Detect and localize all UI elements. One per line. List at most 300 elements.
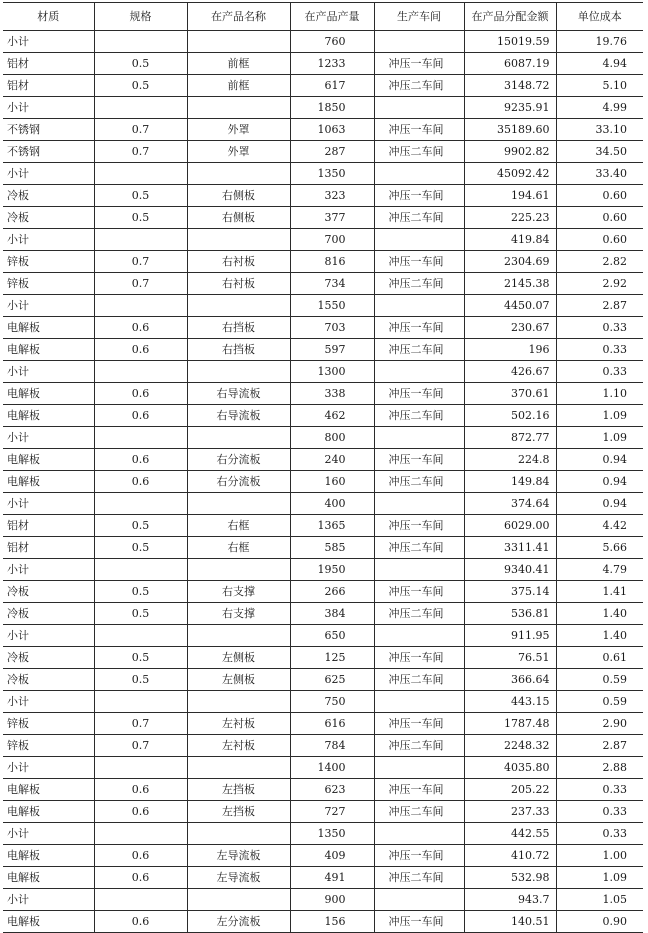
cell-quantity: 625 (290, 669, 374, 691)
subtotal-row (3, 559, 643, 581)
cell-unit-cost: 1.09 (556, 427, 643, 449)
cell-allocated-amount: 3311.41 (464, 537, 556, 559)
cell-allocated-amount: 536.81 (464, 603, 556, 625)
cell-material: 锌板 (3, 273, 94, 295)
cell-material: 铝材 (3, 75, 94, 97)
cell-material: 小计 (3, 691, 94, 713)
cell-product-name: 右导流板 (187, 383, 290, 405)
cell-allocated-amount: 9235.91 (464, 97, 556, 119)
cell-material: 铝材 (3, 537, 94, 559)
subtotal-row (3, 229, 643, 251)
cell-allocated-amount: 2248.32 (464, 735, 556, 757)
table-row (3, 735, 643, 757)
table-row (3, 339, 643, 361)
cell-workshop: 冲压一车间 (374, 779, 464, 801)
cell-spec: 0.6 (94, 845, 187, 867)
cell-spec (94, 559, 187, 581)
cell-workshop: 冲压一车间 (374, 911, 464, 933)
cell-workshop (374, 691, 464, 713)
cell-quantity: 1063 (290, 119, 374, 141)
cell-unit-cost: 33.40 (556, 163, 643, 185)
cell-product-name: 前框 (187, 53, 290, 75)
table-row (3, 471, 643, 493)
cell-unit-cost: 0.33 (556, 361, 643, 383)
cell-spec (94, 295, 187, 317)
cell-material: 电解板 (3, 405, 94, 427)
cell-spec: 0.5 (94, 75, 187, 97)
cell-quantity: 384 (290, 603, 374, 625)
cell-workshop (374, 757, 464, 779)
cell-unit-cost: 1.41 (556, 581, 643, 603)
cell-quantity: 734 (290, 273, 374, 295)
cell-material: 锌板 (3, 251, 94, 273)
cell-allocated-amount: 443.15 (464, 691, 556, 713)
subtotal-row (3, 691, 643, 713)
cell-spec: 0.5 (94, 581, 187, 603)
cell-product-name (187, 229, 290, 251)
cell-material: 小计 (3, 823, 94, 845)
cell-allocated-amount: 224.8 (464, 449, 556, 471)
cell-quantity: 1300 (290, 361, 374, 383)
cell-workshop (374, 229, 464, 251)
cell-workshop: 冲压二车间 (374, 735, 464, 757)
cell-quantity: 617 (290, 75, 374, 97)
cell-product-name: 右侧板 (187, 207, 290, 229)
table-row (3, 405, 643, 427)
cell-spec: 0.5 (94, 185, 187, 207)
cell-material: 不锈钢 (3, 119, 94, 141)
cell-material: 冷板 (3, 669, 94, 691)
cell-unit-cost: 1.40 (556, 625, 643, 647)
wip-cost-allocation-table (3, 2, 643, 933)
cell-spec: 0.6 (94, 911, 187, 933)
cell-workshop: 冲压二车间 (374, 801, 464, 823)
table-row (3, 581, 643, 603)
cell-material: 冷板 (3, 647, 94, 669)
subtotal-row (3, 295, 643, 317)
cell-product-name: 右分流板 (187, 449, 290, 471)
cell-product-name: 右衬板 (187, 251, 290, 273)
cell-unit-cost: 2.87 (556, 735, 643, 757)
cell-unit-cost: 1.09 (556, 867, 643, 889)
cell-allocated-amount: 426.67 (464, 361, 556, 383)
cell-product-name: 右衬板 (187, 273, 290, 295)
cell-spec: 0.7 (94, 273, 187, 295)
cell-spec (94, 493, 187, 515)
table-row (3, 53, 643, 75)
cell-quantity: 1950 (290, 559, 374, 581)
table-row (3, 273, 643, 295)
cell-product-name: 右框 (187, 515, 290, 537)
table-row (3, 713, 643, 735)
cell-product-name: 右支撑 (187, 603, 290, 625)
cell-material: 电解板 (3, 845, 94, 867)
cell-workshop (374, 295, 464, 317)
cell-unit-cost: 0.33 (556, 801, 643, 823)
cell-quantity: 1350 (290, 823, 374, 845)
cell-product-name: 外罩 (187, 119, 290, 141)
cell-product-name (187, 493, 290, 515)
table-row (3, 911, 643, 933)
cell-product-name (187, 427, 290, 449)
cell-product-name: 右分流板 (187, 471, 290, 493)
cell-quantity: 240 (290, 449, 374, 471)
cell-material: 锌板 (3, 735, 94, 757)
cell-workshop (374, 493, 464, 515)
cell-spec: 0.5 (94, 207, 187, 229)
header-material: 材质 (3, 3, 94, 31)
cell-unit-cost: 0.94 (556, 493, 643, 515)
header-spec: 规格 (94, 3, 187, 31)
cell-spec: 0.6 (94, 801, 187, 823)
cell-material: 电解板 (3, 779, 94, 801)
table-header (3, 3, 643, 31)
cell-workshop: 冲压一车间 (374, 845, 464, 867)
cell-workshop: 冲压一车间 (374, 317, 464, 339)
cell-material: 电解板 (3, 339, 94, 361)
cell-spec: 0.6 (94, 779, 187, 801)
cell-allocated-amount: 2145.38 (464, 273, 556, 295)
cell-workshop: 冲压二车间 (374, 867, 464, 889)
cell-spec (94, 97, 187, 119)
cell-product-name (187, 823, 290, 845)
cell-product-name (187, 163, 290, 185)
header-unit-cost: 单位成本 (556, 3, 643, 31)
cell-workshop (374, 163, 464, 185)
cell-unit-cost: 2.82 (556, 251, 643, 273)
cell-unit-cost: 4.94 (556, 53, 643, 75)
cell-material: 小计 (3, 559, 94, 581)
cell-quantity: 1365 (290, 515, 374, 537)
cell-spec (94, 163, 187, 185)
cell-allocated-amount: 872.77 (464, 427, 556, 449)
cell-workshop: 冲压二车间 (374, 339, 464, 361)
cell-quantity: 727 (290, 801, 374, 823)
subtotal-row (3, 163, 643, 185)
cell-unit-cost: 19.76 (556, 31, 643, 53)
header-quantity: 在产品产量 (290, 3, 374, 31)
cell-material: 小计 (3, 427, 94, 449)
cell-workshop: 冲压二车间 (374, 603, 464, 625)
cell-quantity: 900 (290, 889, 374, 911)
table-row (3, 801, 643, 823)
cell-allocated-amount: 3148.72 (464, 75, 556, 97)
cell-material: 小计 (3, 493, 94, 515)
cell-product-name (187, 31, 290, 53)
cell-allocated-amount: 15019.59 (464, 31, 556, 53)
subtotal-row (3, 361, 643, 383)
cell-allocated-amount: 2304.69 (464, 251, 556, 273)
cell-spec (94, 757, 187, 779)
cell-material: 不锈钢 (3, 141, 94, 163)
cell-unit-cost: 0.94 (556, 471, 643, 493)
cell-quantity: 462 (290, 405, 374, 427)
subtotal-row (3, 823, 643, 845)
cell-product-name: 右侧板 (187, 185, 290, 207)
table-row (3, 207, 643, 229)
subtotal-row (3, 427, 643, 449)
cell-product-name (187, 295, 290, 317)
cell-spec (94, 691, 187, 713)
cell-material: 小计 (3, 889, 94, 911)
table-row (3, 537, 643, 559)
cell-spec: 0.6 (94, 471, 187, 493)
cell-quantity: 338 (290, 383, 374, 405)
cost-table-container (3, 2, 643, 933)
table-row (3, 515, 643, 537)
cell-spec: 0.7 (94, 251, 187, 273)
cell-quantity: 703 (290, 317, 374, 339)
cell-product-name: 右支撑 (187, 581, 290, 603)
cell-spec (94, 823, 187, 845)
cell-workshop: 冲压一车间 (374, 185, 464, 207)
cell-product-name: 左侧板 (187, 647, 290, 669)
table-row (3, 845, 643, 867)
cell-workshop (374, 889, 464, 911)
cell-allocated-amount: 35189.60 (464, 119, 556, 141)
cell-quantity: 700 (290, 229, 374, 251)
cell-unit-cost: 4.99 (556, 97, 643, 119)
header-product-name: 在产品名称 (187, 3, 290, 31)
cell-allocated-amount: 149.84 (464, 471, 556, 493)
cell-quantity: 266 (290, 581, 374, 603)
cell-workshop: 冲压一车间 (374, 647, 464, 669)
cell-workshop (374, 823, 464, 845)
cell-quantity: 760 (290, 31, 374, 53)
cell-material: 小计 (3, 97, 94, 119)
cell-product-name (187, 97, 290, 119)
cell-workshop: 冲压二车间 (374, 471, 464, 493)
cell-spec (94, 229, 187, 251)
cell-spec: 0.7 (94, 141, 187, 163)
cell-unit-cost: 2.88 (556, 757, 643, 779)
cell-spec: 0.6 (94, 867, 187, 889)
cell-unit-cost: 2.90 (556, 713, 643, 735)
cell-unit-cost: 0.33 (556, 317, 643, 339)
cell-allocated-amount: 410.72 (464, 845, 556, 867)
cell-quantity: 800 (290, 427, 374, 449)
cell-workshop (374, 97, 464, 119)
cell-workshop: 冲压二车间 (374, 537, 464, 559)
cell-unit-cost: 0.33 (556, 823, 643, 845)
cell-product-name (187, 757, 290, 779)
cell-product-name: 右挡板 (187, 317, 290, 339)
cell-allocated-amount: 76.51 (464, 647, 556, 669)
cell-material: 小计 (3, 625, 94, 647)
cell-allocated-amount: 4035.80 (464, 757, 556, 779)
cell-unit-cost: 2.87 (556, 295, 643, 317)
cell-unit-cost: 0.59 (556, 669, 643, 691)
cell-spec: 0.7 (94, 735, 187, 757)
cell-spec (94, 31, 187, 53)
table-row (3, 779, 643, 801)
cell-allocated-amount: 140.51 (464, 911, 556, 933)
cell-allocated-amount: 237.33 (464, 801, 556, 823)
cell-material: 冷板 (3, 207, 94, 229)
subtotal-row (3, 493, 643, 515)
cell-quantity: 160 (290, 471, 374, 493)
cell-material: 电解板 (3, 317, 94, 339)
cell-spec: 0.6 (94, 317, 187, 339)
header-row (3, 3, 643, 31)
cell-allocated-amount: 366.64 (464, 669, 556, 691)
cell-material: 冷板 (3, 581, 94, 603)
cell-allocated-amount: 6087.19 (464, 53, 556, 75)
cell-workshop (374, 625, 464, 647)
header-workshop: 生产车间 (374, 3, 464, 31)
cell-spec (94, 361, 187, 383)
cell-material: 铝材 (3, 515, 94, 537)
cell-allocated-amount: 205.22 (464, 779, 556, 801)
cell-quantity: 287 (290, 141, 374, 163)
subtotal-row (3, 757, 643, 779)
cell-unit-cost: 0.60 (556, 229, 643, 251)
cell-unit-cost: 0.60 (556, 207, 643, 229)
cell-product-name (187, 691, 290, 713)
cell-unit-cost: 0.61 (556, 647, 643, 669)
cell-material: 小计 (3, 361, 94, 383)
cell-quantity: 623 (290, 779, 374, 801)
cell-product-name: 右挡板 (187, 339, 290, 361)
cell-workshop: 冲压二车间 (374, 75, 464, 97)
cell-allocated-amount: 196 (464, 339, 556, 361)
cell-spec: 0.5 (94, 537, 187, 559)
cell-unit-cost: 2.92 (556, 273, 643, 295)
cell-spec: 0.6 (94, 383, 187, 405)
cell-unit-cost: 1.00 (556, 845, 643, 867)
cell-quantity: 323 (290, 185, 374, 207)
subtotal-row (3, 625, 643, 647)
cell-allocated-amount: 9902.82 (464, 141, 556, 163)
table-row (3, 185, 643, 207)
cell-material: 铝材 (3, 53, 94, 75)
cell-workshop: 冲压一车间 (374, 383, 464, 405)
cell-product-name (187, 559, 290, 581)
cell-spec: 0.5 (94, 53, 187, 75)
cell-quantity: 816 (290, 251, 374, 273)
cell-material: 冷板 (3, 185, 94, 207)
table-row (3, 867, 643, 889)
cell-allocated-amount: 194.61 (464, 185, 556, 207)
cell-workshop: 冲压二车间 (374, 273, 464, 295)
cell-material: 电解板 (3, 867, 94, 889)
cell-product-name: 右导流板 (187, 405, 290, 427)
cell-allocated-amount: 502.16 (464, 405, 556, 427)
cell-workshop: 冲压一车间 (374, 581, 464, 603)
table-row (3, 603, 643, 625)
cell-spec: 0.5 (94, 647, 187, 669)
cell-unit-cost: 0.60 (556, 185, 643, 207)
cell-unit-cost: 4.42 (556, 515, 643, 537)
cell-quantity: 125 (290, 647, 374, 669)
cell-workshop: 冲压一车间 (374, 119, 464, 141)
cell-allocated-amount: 45092.42 (464, 163, 556, 185)
cell-quantity: 784 (290, 735, 374, 757)
cell-unit-cost: 4.79 (556, 559, 643, 581)
cell-workshop: 冲压一车间 (374, 53, 464, 75)
cell-quantity: 1400 (290, 757, 374, 779)
cell-product-name (187, 361, 290, 383)
cell-product-name: 外罩 (187, 141, 290, 163)
cell-workshop: 冲压二车间 (374, 405, 464, 427)
table-row (3, 119, 643, 141)
table-row (3, 75, 643, 97)
cell-quantity: 409 (290, 845, 374, 867)
header-allocated-amount: 在产品分配金额 (464, 3, 556, 31)
subtotal-row (3, 889, 643, 911)
cell-spec: 0.5 (94, 603, 187, 625)
cell-material: 电解板 (3, 383, 94, 405)
cell-material: 电解板 (3, 801, 94, 823)
cell-product-name: 左挡板 (187, 779, 290, 801)
cell-spec: 0.7 (94, 119, 187, 141)
cell-allocated-amount: 4450.07 (464, 295, 556, 317)
cell-workshop: 冲压一车间 (374, 251, 464, 273)
cell-workshop (374, 31, 464, 53)
cell-quantity: 400 (290, 493, 374, 515)
cell-allocated-amount: 419.84 (464, 229, 556, 251)
cell-product-name: 左导流板 (187, 867, 290, 889)
cell-quantity: 585 (290, 537, 374, 559)
cell-material: 电解板 (3, 449, 94, 471)
cell-material: 冷板 (3, 603, 94, 625)
cell-product-name: 左分流板 (187, 911, 290, 933)
cell-workshop: 冲压一车间 (374, 713, 464, 735)
cell-quantity: 156 (290, 911, 374, 933)
cell-quantity: 1850 (290, 97, 374, 119)
cell-quantity: 1550 (290, 295, 374, 317)
cell-workshop: 冲压一车间 (374, 515, 464, 537)
cell-allocated-amount: 374.64 (464, 493, 556, 515)
cell-allocated-amount: 442.55 (464, 823, 556, 845)
cell-allocated-amount: 532.98 (464, 867, 556, 889)
cell-material: 电解板 (3, 471, 94, 493)
cell-product-name: 左挡板 (187, 801, 290, 823)
table-row (3, 317, 643, 339)
cell-material: 小计 (3, 295, 94, 317)
cell-quantity: 650 (290, 625, 374, 647)
cell-workshop (374, 559, 464, 581)
cell-unit-cost: 33.10 (556, 119, 643, 141)
cell-unit-cost: 1.40 (556, 603, 643, 625)
cell-allocated-amount: 6029.00 (464, 515, 556, 537)
cell-product-name: 前框 (187, 75, 290, 97)
cell-product-name: 左侧板 (187, 669, 290, 691)
cell-allocated-amount: 230.67 (464, 317, 556, 339)
subtotal-row (3, 31, 643, 53)
cell-quantity: 491 (290, 867, 374, 889)
subtotal-row (3, 97, 643, 119)
cell-quantity: 1350 (290, 163, 374, 185)
table-row (3, 141, 643, 163)
table-row (3, 449, 643, 471)
cell-product-name: 左衬板 (187, 713, 290, 735)
table-row (3, 669, 643, 691)
cell-spec: 0.6 (94, 405, 187, 427)
cell-spec (94, 625, 187, 647)
cell-spec (94, 427, 187, 449)
cell-spec: 0.5 (94, 669, 187, 691)
cell-quantity: 377 (290, 207, 374, 229)
cell-product-name: 左导流板 (187, 845, 290, 867)
cell-unit-cost: 5.10 (556, 75, 643, 97)
cell-material: 锌板 (3, 713, 94, 735)
cell-material: 电解板 (3, 911, 94, 933)
cell-allocated-amount: 370.61 (464, 383, 556, 405)
cell-quantity: 1233 (290, 53, 374, 75)
table-body (3, 31, 643, 933)
cell-material: 小计 (3, 229, 94, 251)
